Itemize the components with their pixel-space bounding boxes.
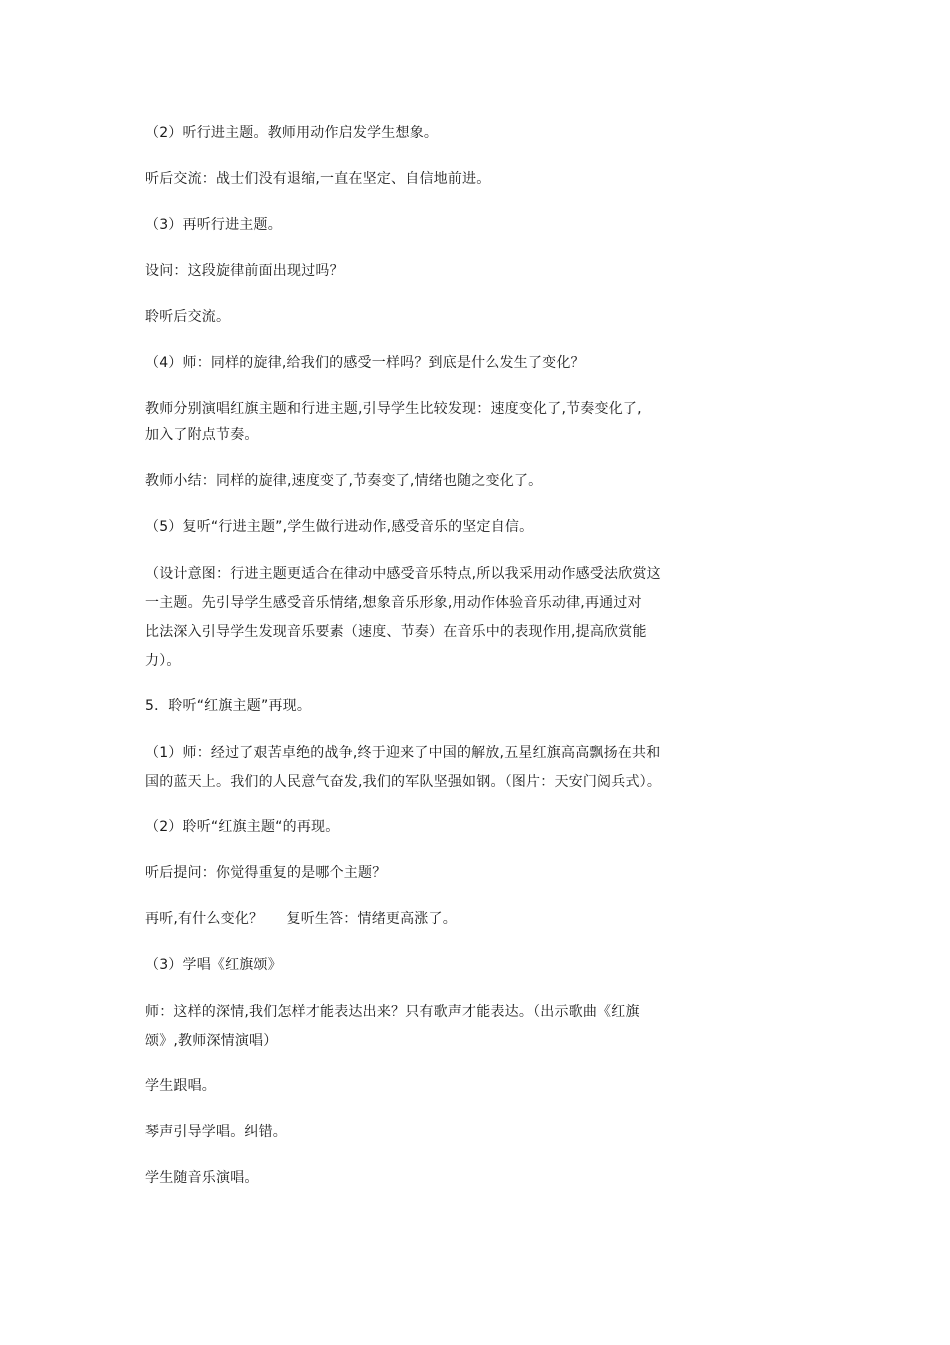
paragraph-students-follow: 学生跟唱。: [145, 1078, 216, 1094]
paragraph-teacher-sing: 师：这样的深情,我们怎样才能表达出来？只有歌声才能表达。（出示歌曲《红旗 颂》,教师深情演唱）: [145, 1004, 640, 1049]
paragraph-listen-again: （3）再听行进主题。: [145, 217, 282, 233]
paragraph-teacher-summary: 教师小结：同样的旋律,速度变了,节奏变了,情绪也随之变化了。: [145, 473, 543, 489]
paragraph-replay-march: （5）复听“行进主题”,学生做行进动作,感受音乐的坚定自信。: [145, 519, 534, 535]
paragraph-teacher-narration: （1）师：经过了艰苦卓绝的战争,终于迎来了中国的解放,五星红旗高高飘扬在共和 国的蓝天上。我们的人民意气奋发,我们的军队坚强如钢。（图片：天安门阅兵式）。: [145, 745, 662, 790]
paragraph-listen-reprise: （2）聆听“红旗主题“的再现。: [145, 819, 340, 835]
paragraph-exchange: 聆听后交流。: [145, 309, 231, 325]
paragraph-teacher-compare: 教师分别演唱红旗主题和行进主题,引导学生比较发现：速度变化了,节奏变化了, 加入了附点节奏。: [145, 401, 642, 443]
paragraph-listen-march-theme: （2）听行进主题。教师用动作启发学生想象。: [145, 125, 439, 141]
section-heading-flag-theme: 5．聆听“红旗主题”再现。: [145, 698, 312, 714]
paragraph-listen-change: 再听,有什么变化？ 复听生答：情绪更高涨了。: [145, 911, 457, 927]
paragraph-piano-guide: 琴声引导学唱。纠错。: [145, 1124, 287, 1140]
paragraph-design-intent: （设计意图：行进主题更适合在律动中感受音乐特点,所以我采用动作感受法欣赏这 一主题。先引导学生感受音乐情绪,想象音乐形象,用动作体验音乐动律,再通过对 比法深入引导学生发现音乐要素（速度、节奏）在音乐中的表现作用,提高欣赏能 力）。: [145, 566, 661, 669]
document-page: [145, 120, 745, 1211]
paragraph-question: 设问：这段旋律前面出现过吗？: [145, 263, 344, 279]
paragraph-teacher-question: （4）师：同样的旋律,给我们的感受一样吗？到底是什么发生了变化？: [145, 355, 585, 371]
paragraph-exchange-after-listening: 听后交流：战士们没有退缩,一直在坚定、自信地前进。: [145, 171, 491, 187]
paragraph-post-question: 听后提问：你觉得重复的是哪个主题？: [145, 865, 387, 881]
paragraph-learn-song: （3）学唱《红旗颂》: [145, 957, 282, 973]
paragraph-sing-with-music: 学生随音乐演唱。: [145, 1170, 259, 1186]
